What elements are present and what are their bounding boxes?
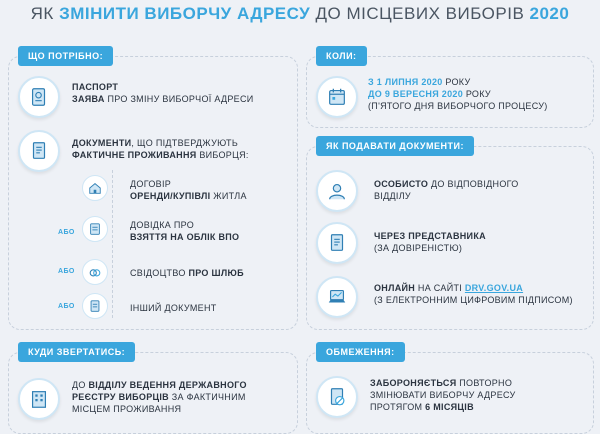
contract-type: ОРЕНДИ/КУПІВЛІ bbox=[130, 191, 211, 201]
option-marriage bbox=[130, 267, 244, 279]
idp-desc: ВЗЯТТЯ НА ОБЛІК ВПО bbox=[130, 232, 240, 242]
forbidden-label: ЗАБОРОНЯЄТЬСЯ bbox=[370, 378, 457, 388]
contract-desc: ЖИТЛА bbox=[210, 191, 247, 201]
building-icon bbox=[18, 378, 60, 420]
documents-label: ДОКУМЕНТИ bbox=[72, 138, 132, 148]
idp-label: ДОВІДКА ПРО bbox=[130, 220, 195, 230]
online-note: (З ЕЛЕКТРОННИМ ЦИФРОВИМ ПІДПИСОМ) bbox=[374, 295, 573, 305]
end-date: ДО 9 ВЕРЕСНЯ 2020 bbox=[368, 89, 464, 99]
how-online bbox=[374, 282, 573, 306]
online-desc: НА САЙТІ bbox=[415, 283, 465, 293]
when-tag: КОЛИ: bbox=[316, 46, 367, 66]
marriage-desc: ПРО ШЛЮБ bbox=[188, 268, 244, 278]
where-desc-2: МІСЦЕМ ПРОЖИВАННЯ bbox=[72, 404, 182, 414]
personal-desc-2: ВІДДІЛУ bbox=[374, 191, 411, 201]
other-doc-label: ІНШИЙ ДОКУМЕНТ bbox=[130, 303, 217, 313]
representative-desc: (ЗА ДОВІРЕНІСТЮ) bbox=[374, 243, 463, 253]
limits-text bbox=[370, 377, 516, 413]
title-part: ЯК bbox=[30, 4, 60, 23]
page-title bbox=[0, 0, 600, 24]
title-highlight: ЗМІНИТИ ВИБОРЧУ АДРЕСУ bbox=[59, 4, 311, 23]
online-label: ОНЛАЙН bbox=[374, 283, 416, 293]
rings-icon bbox=[82, 259, 108, 285]
residence-desc: ВИБОРЦЯ: bbox=[196, 150, 249, 160]
certificate-icon bbox=[82, 216, 108, 242]
application-label: ЗАЯВА bbox=[72, 94, 105, 104]
passport-icon bbox=[18, 76, 60, 118]
when-note: (П'ЯТОГО ДНЯ ВИБОРЧОГО ПРОЦЕСУ) bbox=[368, 101, 548, 111]
or-label: АБО bbox=[58, 303, 75, 310]
how-representative bbox=[374, 230, 486, 254]
documents-icon bbox=[18, 130, 60, 172]
where-registry: РЕЄСТРУ ВИБОРЦІВ bbox=[72, 392, 169, 402]
person-icon bbox=[316, 170, 358, 212]
representative-label: ЧЕРЕЗ ПРЕДСТАВНИКА bbox=[374, 231, 486, 241]
where-desc: ЗА ФАКТИЧНИМ bbox=[168, 392, 246, 402]
house-icon bbox=[82, 175, 108, 201]
restriction-icon bbox=[316, 376, 358, 418]
passport-label: ПАСПОРТ bbox=[72, 82, 119, 92]
where-text bbox=[72, 379, 247, 415]
option-contract bbox=[130, 178, 247, 202]
option-idp bbox=[130, 219, 239, 243]
end-date-unit: РОКУ bbox=[463, 89, 491, 99]
residence-label: ФАКТИЧНЕ ПРОЖИВАННЯ bbox=[72, 150, 197, 160]
title-part: ДО МІСЦЕВИХ ВИБОРІВ bbox=[310, 4, 530, 23]
how-personal bbox=[374, 178, 519, 202]
laptop-icon bbox=[316, 276, 358, 318]
forbidden-desc: ПОВТОРНО bbox=[456, 378, 513, 388]
or-label: АБО bbox=[58, 229, 75, 236]
start-date-unit: РОКУ bbox=[442, 77, 471, 87]
period-prefix: ПРОТЯГОМ bbox=[370, 402, 426, 412]
options-divider bbox=[112, 170, 113, 318]
where-prefix: ДО bbox=[72, 380, 89, 390]
or-label: АБО bbox=[58, 268, 75, 275]
limits-tag: ОБМЕЖЕННЯ: bbox=[316, 342, 405, 362]
passport-text bbox=[72, 81, 254, 105]
option-other bbox=[130, 302, 217, 314]
documents-text bbox=[72, 137, 249, 161]
where-tag: КУДИ ЗВЕРТАТИСЬ: bbox=[18, 342, 135, 362]
how-tag: ЯК ПОДАВАТИ ДОКУМЕНТИ: bbox=[316, 136, 474, 156]
personal-label: ОСОБИСТО bbox=[374, 179, 429, 189]
when-text bbox=[368, 76, 548, 112]
proxy-document-icon bbox=[316, 222, 358, 264]
marriage-label: СВІДОЦТВО bbox=[130, 268, 189, 278]
period-value: 6 МІСЯЦІВ bbox=[425, 402, 474, 412]
calendar-icon bbox=[316, 76, 358, 118]
start-date: З 1 ЛИПНЯ 2020 bbox=[368, 77, 443, 87]
contract-label: ДОГОВІР bbox=[130, 179, 172, 189]
document-icon bbox=[82, 293, 108, 319]
where-department: ВІДДІЛУ ВЕДЕННЯ ДЕРЖАВНОГО bbox=[88, 380, 247, 390]
title-year: 2020 bbox=[529, 4, 570, 23]
limits-desc: ЗМІНЮВАТИ ВИБОРЧУ АДРЕСУ bbox=[370, 390, 516, 400]
documents-desc: , ЩО ПІДТВЕРДЖУЮТЬ bbox=[131, 138, 239, 148]
personal-desc: ДО ВІДПОВІДНОГО bbox=[428, 179, 519, 189]
application-desc: ПРО ЗМІНУ ВИБОРЧОЇ АДРЕСИ bbox=[104, 94, 254, 104]
what-needed-tag: ЩО ПОТРІБНО: bbox=[18, 46, 113, 66]
site-link[interactable]: DRV.GOV.UA bbox=[464, 283, 524, 293]
